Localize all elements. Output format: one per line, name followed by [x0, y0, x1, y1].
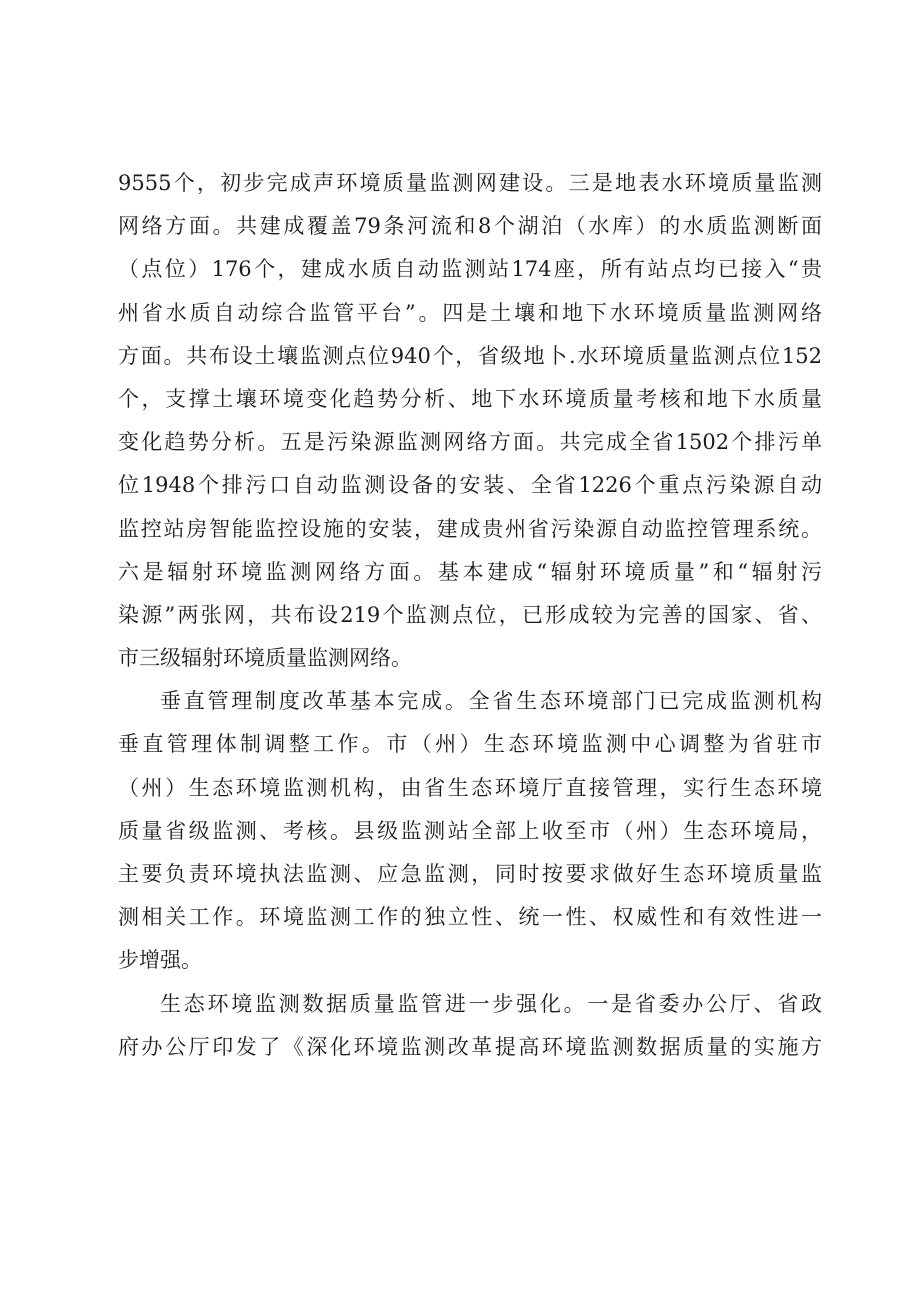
text-line: 垂直管理体制调整工作。市（州）生态环境监测中心调整为省驻市 — [118, 732, 822, 757]
text-line: 垂直管理制度改革基本完成。全省生态环境部门已完成监测机构 — [160, 689, 822, 714]
text-line: 质量省级监测、考核。县级监测站全部上收至市（州）生态环境局， — [118, 818, 822, 843]
text-line: 府办公厅印发了《深化环境监测改革提高环境监测数据质量的实施方 — [118, 1034, 822, 1059]
text-line: 染源”两张网，共布设219个监测点位，已形成较为完善的国家、省、 — [118, 602, 822, 627]
text-line: 个，支撑土壤环境变化趋势分析、地下水环境质量考核和地下水质量 — [118, 386, 822, 411]
text-line: 六是辐射环境监测网络方面。基本建成“辐射环境质量”和“辐射污 — [118, 559, 822, 584]
text-line: （点位）176个，建成水质自动监测站174座，所有站点均已接入“贵 — [118, 257, 822, 282]
text-line: （州）生态环境监测机构，由省生态环境厅直接管理，实行生态环境 — [118, 775, 822, 800]
text-line: 步增强。 — [118, 948, 202, 973]
text-line: 测相关工作。环境监测工作的独立性、统一性、权威性和有效性进一 — [118, 905, 822, 930]
document-body — [118, 162, 822, 1069]
text-line: 市三级辐射环境质量监测网络。 — [118, 646, 412, 671]
text-line: 主要负责环境执法监测、应急监测，同时按要求做好生态环境质量监 — [118, 862, 822, 886]
text-line: 位1948个排污口自动监测设备的安装、全省1226个重点污染源自动 — [118, 473, 822, 498]
text-line: 监控站房智能监控设施的安装，建成贵州省污染源自动监控管理系统。 — [118, 516, 822, 541]
text-line: 变化趋势分析。五是污染源监测网络方面。共完成全省1502个排污单 — [118, 430, 822, 455]
text-line: 9555个，初步完成声环境质量监测网建设。三是地表水环境质量监测 — [118, 171, 822, 195]
text-line: 方面。共布设土壤监测点位940个，省级地卜.水环境质量监测点位152 — [118, 343, 822, 368]
text-line: 网络方面。共建成覆盖79条河流和8个湖泊（水库）的水质监测断面 — [118, 214, 822, 239]
text-line: 州省水质自动综合监管平台”。四是土壤和地下水环境质量监测网络 — [118, 300, 822, 325]
text-line: 生态环境监测数据质量监管进一步强化。一是省委办公厅、省政 — [160, 991, 822, 1016]
